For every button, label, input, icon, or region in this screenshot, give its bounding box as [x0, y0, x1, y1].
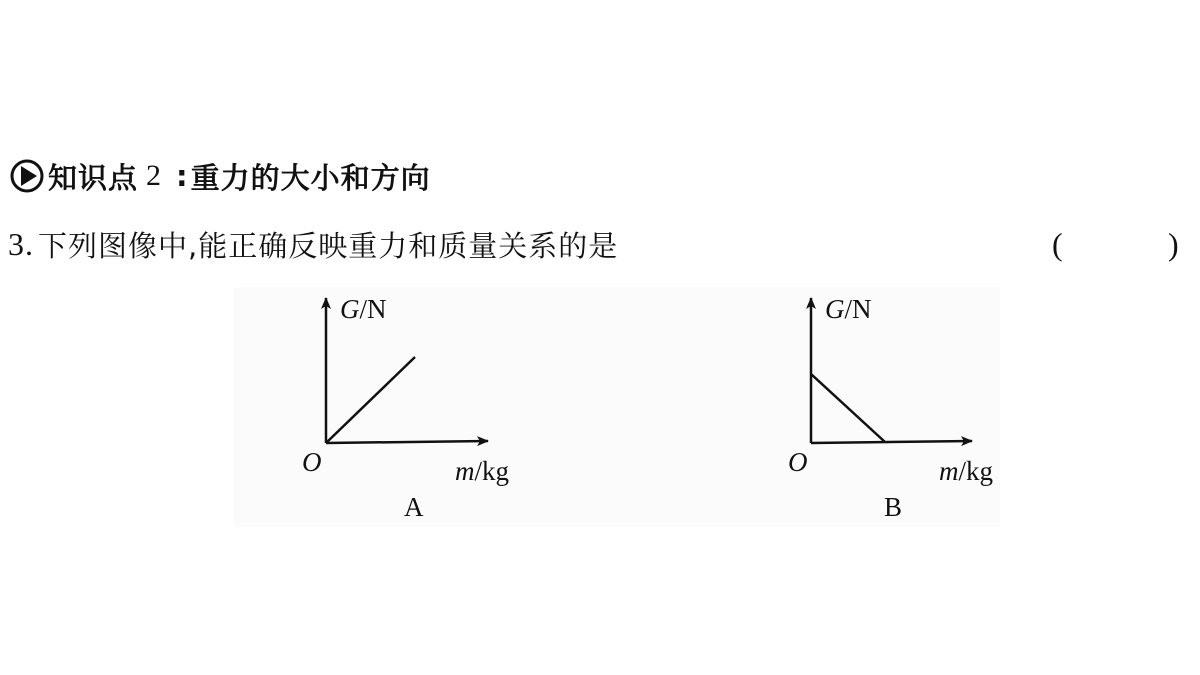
graph-a-y-label: G/N	[340, 294, 387, 324]
graph-a-x-label: m/kg	[455, 456, 510, 486]
question-text: 下列图像中,能正确反映重力和质量关系的是	[38, 228, 619, 263]
graph-b-x-label: m/kg	[939, 456, 994, 486]
heading-title: 重力的大小和方向	[190, 160, 431, 195]
heading-colon: :	[176, 159, 189, 193]
graph-a-caption: A	[404, 492, 424, 522]
heading-number: 2	[146, 159, 163, 192]
graph-a-line	[326, 357, 415, 443]
question-number: 3.	[8, 225, 34, 262]
graph-b-caption: B	[884, 492, 903, 522]
graph-b-line	[811, 374, 885, 442]
graph-b-x-axis	[811, 441, 972, 443]
graph-a-origin: O	[302, 447, 322, 477]
graph-a-x-axis	[326, 441, 488, 443]
graph-a	[302, 294, 509, 522]
answer-bracket-close: )	[1168, 226, 1179, 262]
graph-b	[788, 294, 993, 522]
answer-bracket-open: (	[1052, 226, 1063, 262]
graph-b-origin: O	[788, 447, 808, 477]
heading-prefix: 知识点	[48, 160, 139, 195]
graph-b-y-label: G/N	[825, 294, 872, 324]
